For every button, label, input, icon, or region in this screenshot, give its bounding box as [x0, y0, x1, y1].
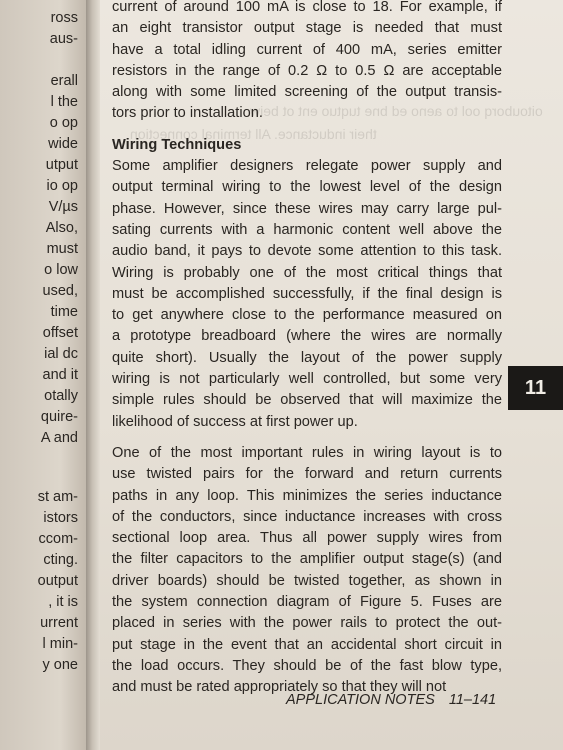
text-line: to get anywhere close to the performance measured on — [112, 307, 502, 324]
text-line: tors prior to installation. — [112, 105, 263, 122]
left-page-fragment: l the — [50, 94, 78, 110]
text-line: the filter capacitors to the amplifier output stage(s) (and — [112, 551, 502, 568]
show-through: oitouborq ool to aeno ed bne tuqtuo ent ot beiw — [250, 103, 543, 119]
left-page-fragment: cting. — [43, 552, 78, 568]
page-footer — [286, 692, 496, 708]
text-line: phase. However, since these wires may carry large pul- — [112, 200, 502, 217]
left-page-fragment: urrent — [40, 615, 78, 631]
left-page-fragment: time — [50, 304, 78, 320]
text-line: use twisted pairs for the forward and return currents — [112, 466, 502, 483]
left-page-fragment: istors — [43, 510, 78, 526]
text-line: Wiring is probably one of the most critical things that — [112, 264, 502, 281]
left-page-fragment: erall — [50, 73, 78, 89]
left-page-fragment: offset — [42, 325, 78, 341]
left-page-fragment: otally — [44, 388, 78, 404]
text-line: wiring is not particularly well controlled, but some very — [112, 371, 502, 388]
left-page-fragment: st am- — [37, 489, 78, 505]
left-page-fragment: quire- — [40, 409, 78, 425]
text-line: audio band, it pays to devote some attention to this task. — [112, 243, 502, 260]
text-line: the system connection diagram of Figure 5. Fuses are — [112, 594, 502, 611]
text-line: must be accomplished successfully, if the final design is — [112, 285, 502, 302]
text-line: of the conductors, since inductance increases with cross — [112, 508, 502, 525]
text-line: likelihood of success at first power up. — [112, 413, 358, 430]
left-page-fragment: l min- — [42, 636, 78, 652]
text-line: Some amplifier designers relegate power supply and — [112, 158, 502, 175]
text-line: simple rules should be observed that will maximize the — [112, 392, 502, 409]
text-line: current of around 100 mA is close to 18. For example, if — [112, 0, 502, 15]
left-page-fragment: ial dc — [44, 346, 78, 362]
text-line: have a total idling current of 400 mA, series emitter — [112, 41, 502, 58]
text-line: quite short). Usually the layout of the power supply — [112, 349, 502, 366]
left-page-fragment: A and — [40, 430, 78, 446]
left-page-fragment: ross — [50, 10, 78, 26]
text-line: a prototype breadboard (where the wires are normally — [112, 328, 502, 345]
left-page-fragment: aus- — [49, 31, 78, 47]
left-page — [0, 0, 86, 750]
text-line: and must be rated appropriately so that they will not — [112, 679, 447, 696]
left-page-fragment: used, — [42, 283, 78, 299]
left-page-fragment: utput — [45, 157, 78, 173]
left-page-fragment: and it — [42, 367, 78, 383]
chapter-tab — [508, 366, 563, 410]
text-line: sating currents with a harmonic content well above the — [112, 221, 502, 238]
left-page-fragment: must — [46, 241, 78, 257]
text-line: driver boards) should be twisted together, as shown in — [112, 572, 502, 589]
left-page-fragment: y one — [42, 657, 78, 673]
text-line: paths in any loop. This minimizes the series inductance — [112, 487, 502, 504]
page-gutter — [86, 0, 100, 750]
left-page-fragment: Also, — [45, 220, 78, 236]
show-through: their inductance. All terminal connection — [130, 126, 377, 142]
text-line: resistors in the range of 0.2 Ω to 0.5 Ω are acceptable — [112, 62, 502, 79]
text-line: placed in series with the power rails to protect the out- — [112, 615, 502, 632]
intro-paragraph — [112, 0, 502, 125]
left-page-fragment: wide — [48, 136, 78, 152]
text-line: One of the most important rules in wiring layout is to — [112, 444, 502, 461]
footer-section: APPLICATION NOTES — [286, 692, 435, 708]
left-page-fragment: io op — [46, 178, 78, 194]
left-page-fragment: ccom- — [38, 531, 78, 547]
text-line: output terminal wiring to the lowest level of the design — [112, 179, 502, 196]
text-line: an eight transistor output stage is needed that must — [112, 20, 502, 37]
text-line: along with some limited screening of the output transis- — [112, 84, 502, 101]
left-page-fragment: , it is — [48, 594, 78, 610]
paragraph-twisted-pairs — [112, 443, 502, 699]
chapter-tab-label: 11 — [524, 376, 547, 399]
left-page-fragment: output — [37, 573, 78, 589]
text-line: the load occurs. They should be of the fast blow type, — [112, 657, 502, 674]
footer-page-number: 11–141 — [448, 692, 497, 708]
left-page-fragment: V/µs — [48, 199, 78, 215]
text-line: put stage in the event that an accidental short circuit in — [112, 636, 502, 653]
paragraph-wiring-intro — [112, 156, 502, 433]
text-line: sectional loop area. Thus all power supply wires from — [112, 530, 502, 547]
left-page-fragment: o low — [44, 262, 78, 278]
left-page-fragment: o op — [49, 115, 78, 131]
section-heading: Wiring Techniques — [112, 136, 242, 153]
right-page — [100, 0, 563, 750]
body-text — [112, 0, 502, 699]
